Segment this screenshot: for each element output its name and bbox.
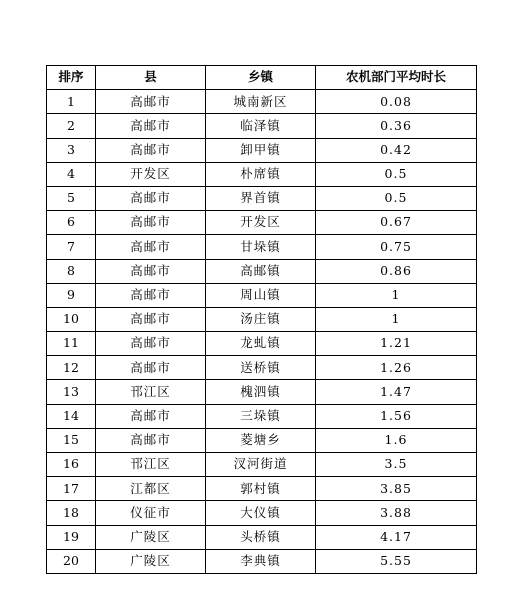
cell-county: 开发区 [96,162,206,186]
cell-county: 江都区 [96,477,206,501]
cell-county: 高邮市 [96,356,206,380]
cell-county: 广陵区 [96,549,206,573]
table-row [47,525,477,549]
table-row [47,428,477,452]
cell-hours: 1 [316,283,477,307]
table-row [47,162,477,186]
cell-county: 高邮市 [96,211,206,235]
cell-rank: 10 [47,307,96,331]
table-row [47,501,477,525]
table-row [47,549,477,573]
cell-county: 邗江区 [96,380,206,404]
cell-hours: 1.26 [316,356,477,380]
cell-town: 送桥镇 [206,356,316,380]
table-row [47,477,477,501]
header-rank: 排序 [47,66,96,90]
cell-county: 高邮市 [96,114,206,138]
header-hours: 农机部门平均时长 [316,66,477,90]
cell-hours: 0.08 [316,90,477,114]
cell-hours: 0.86 [316,259,477,283]
table-row [47,211,477,235]
cell-rank: 4 [47,162,96,186]
table-row [47,453,477,477]
cell-hours: 1 [316,307,477,331]
cell-rank: 12 [47,356,96,380]
cell-hours: 5.55 [316,549,477,573]
table-row [47,332,477,356]
cell-rank: 17 [47,477,96,501]
cell-hours: 0.36 [316,114,477,138]
cell-town: 朴席镇 [206,162,316,186]
cell-town: 临泽镇 [206,114,316,138]
cell-rank: 16 [47,453,96,477]
cell-rank: 14 [47,404,96,428]
cell-town: 城南新区 [206,90,316,114]
cell-hours: 1.6 [316,428,477,452]
cell-hours: 1.21 [316,332,477,356]
cell-rank: 13 [47,380,96,404]
cell-hours: 3.88 [316,501,477,525]
cell-rank: 20 [47,549,96,573]
table-header [47,66,477,90]
cell-county: 高邮市 [96,186,206,210]
cell-rank: 1 [47,90,96,114]
cell-town: 汤庄镇 [206,307,316,331]
cell-county: 高邮市 [96,138,206,162]
table-row [47,186,477,210]
cell-hours: 0.67 [316,211,477,235]
cell-rank: 15 [47,428,96,452]
ranking-table [46,65,477,574]
table-row [47,283,477,307]
cell-rank: 11 [47,332,96,356]
table-row [47,114,477,138]
cell-town: 汊河街道 [206,453,316,477]
table-row [47,356,477,380]
cell-county: 邗江区 [96,453,206,477]
cell-hours: 0.5 [316,162,477,186]
header-town: 乡镇 [206,66,316,90]
cell-hours: 1.47 [316,380,477,404]
cell-hours: 3.85 [316,477,477,501]
cell-town: 甘垛镇 [206,235,316,259]
table-row [47,380,477,404]
cell-rank: 19 [47,525,96,549]
cell-hours: 4.17 [316,525,477,549]
table-row [47,235,477,259]
cell-town: 开发区 [206,211,316,235]
table-row [47,404,477,428]
cell-town: 三垛镇 [206,404,316,428]
cell-rank: 6 [47,211,96,235]
cell-town: 高邮镇 [206,259,316,283]
cell-county: 高邮市 [96,259,206,283]
cell-county: 广陵区 [96,525,206,549]
cell-hours: 1.56 [316,404,477,428]
cell-county: 高邮市 [96,404,206,428]
cell-county: 高邮市 [96,332,206,356]
cell-county: 高邮市 [96,235,206,259]
cell-hours: 0.42 [316,138,477,162]
cell-county: 仪征市 [96,501,206,525]
cell-hours: 3.5 [316,453,477,477]
table-body [47,90,477,574]
header-county: 县 [96,66,206,90]
cell-rank: 9 [47,283,96,307]
cell-town: 槐泗镇 [206,380,316,404]
table-row [47,138,477,162]
cell-rank: 2 [47,114,96,138]
table-row [47,307,477,331]
table-row [47,259,477,283]
cell-rank: 3 [47,138,96,162]
cell-hours: 0.5 [316,186,477,210]
cell-county: 高邮市 [96,307,206,331]
cell-town: 界首镇 [206,186,316,210]
cell-town: 李典镇 [206,549,316,573]
cell-hours: 0.75 [316,235,477,259]
cell-county: 高邮市 [96,90,206,114]
cell-town: 郭村镇 [206,477,316,501]
cell-town: 龙虬镇 [206,332,316,356]
cell-county: 高邮市 [96,283,206,307]
table-row [47,90,477,114]
header-row [47,66,477,90]
cell-rank: 7 [47,235,96,259]
cell-town: 卸甲镇 [206,138,316,162]
cell-town: 头桥镇 [206,525,316,549]
cell-rank: 18 [47,501,96,525]
cell-town: 周山镇 [206,283,316,307]
cell-rank: 8 [47,259,96,283]
cell-rank: 5 [47,186,96,210]
cell-town: 菱塘乡 [206,428,316,452]
cell-county: 高邮市 [96,428,206,452]
cell-town: 大仪镇 [206,501,316,525]
